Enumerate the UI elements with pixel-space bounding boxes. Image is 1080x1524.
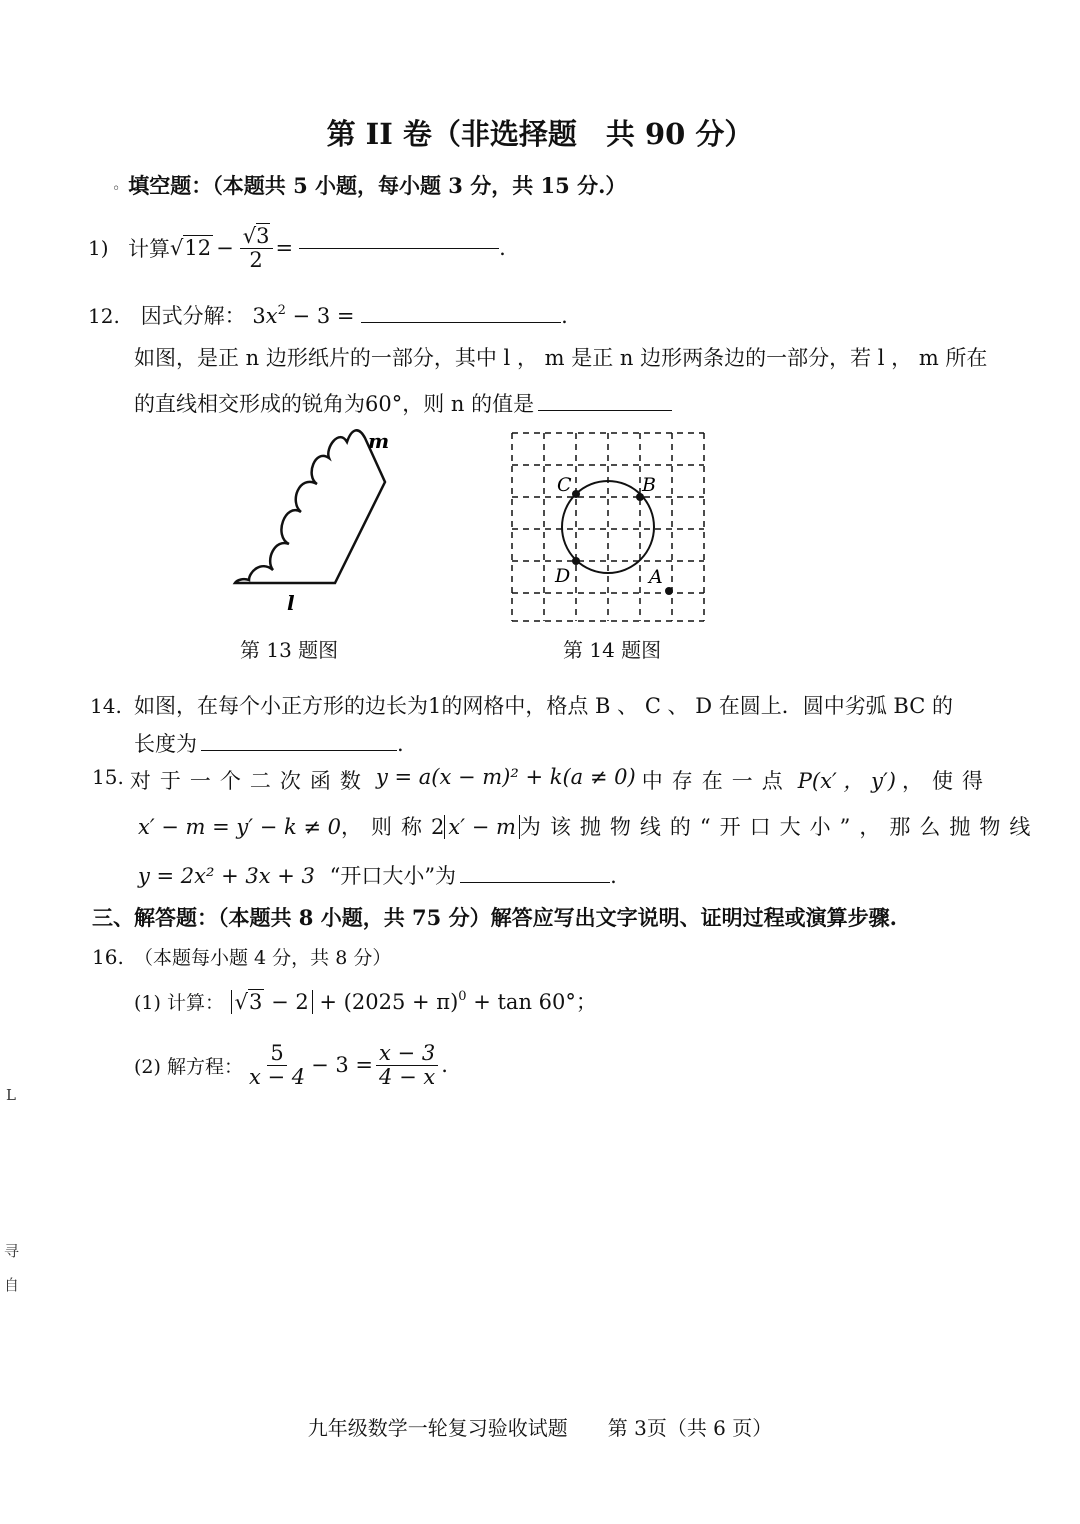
question-16-intro: 16. （本题每小题 4 分，共 8 分）	[92, 945, 392, 969]
figure-13-caption: 第 13 题图	[240, 638, 339, 662]
label-m: m	[368, 429, 390, 453]
answer-blank-13[interactable]	[538, 409, 672, 411]
fraction-sqrt3-over-2: $\frac{√3}{2}$	[240, 225, 273, 270]
section-fill-blank-heading: ◦ 填空题：（本题共 5 小题，每小题 3 分，共 15 分.）	[112, 173, 627, 198]
answer-blank-15[interactable]	[460, 881, 610, 883]
label-l: l	[287, 591, 295, 615]
question-11: 1) 计算 √12 − $\frac{√3}{2}$ = .	[88, 224, 506, 272]
answer-blank-12[interactable]	[361, 321, 561, 323]
margin-mark-2: 寻	[4, 1242, 20, 1260]
figure-14-caption: 第 14 题图	[563, 638, 662, 662]
label-C: C	[557, 474, 572, 496]
fraction-5-over-x-4: $\frac{5}{x - 4}$	[248, 1041, 306, 1089]
figure-14-grid-circle	[505, 426, 715, 628]
dashed-grid	[512, 433, 704, 621]
question-15-line1: 15. 对于一个二次函数 y = a(x − m)² + k(a ≠ 0) 中存在一点 P(x′ ， y′) ，使得	[92, 765, 992, 793]
figure-13-polygon	[225, 420, 405, 620]
question-13-line2: 的直线相交形成的锐角为60°，则 n 的值是	[134, 388, 672, 418]
point-C	[572, 490, 580, 498]
section-solve-heading: 三、解答题：（本题共 8 小题，共 75 分）解答应写出文字说明、证明过程或演算步骤.	[92, 905, 897, 930]
question-14-line2: 长度为 .	[134, 732, 404, 756]
point-A	[665, 587, 673, 595]
question-15-line3: y = 2x² + 3x + 3 “开口大小”为 .	[138, 864, 617, 888]
margin-mark-3: 自	[4, 1276, 20, 1294]
page-footer: 九年级数学一轮复习验收试题 第 3页（共 6 页）	[307, 1416, 773, 1440]
label-B: B	[642, 474, 656, 496]
page-title: 第 II 卷（非选择题 共 90 分）	[326, 117, 754, 151]
fraction-x-3-over-4-x: $\frac{x - 3}{4 - x}$	[376, 1042, 438, 1087]
point-D	[572, 557, 580, 565]
answer-blank-14[interactable]	[201, 749, 397, 751]
question-14-line1: 14. 如图，在每个小正方形的边长为1的网格中，格点 B 、 C 、 D 在圆上．圆中劣弧 BC 的	[90, 694, 953, 718]
margin-mark-1: L	[6, 1086, 16, 1104]
label-D: D	[555, 565, 571, 587]
question-16-part1: (1) 计算： $√3 - 2 + (2025 + \pi)^0 + \tan 60^\circ$；	[134, 989, 597, 1014]
label-A: A	[649, 566, 663, 588]
question-15-line2: x′ − m = y′ − k ≠ 0 ，则称 2 x′ − m 为该抛物线的“开口大小”，那么抛物线	[138, 815, 1040, 839]
question-12: 12. 因式分解： $3x^2 - 3$ = .	[88, 303, 568, 328]
sqrt-12: √12	[170, 236, 212, 260]
question-16-part2: (2) 解方程： $\frac{5}{x - 4}$ − 3 = $\frac{x - 3}{4 - x}$ .	[134, 1041, 448, 1089]
question-13-line1: 如图，是正 n 边形纸片的一部分，其中 l ， m 是正 n 边形两条边的一部分，若 l ， m 所在	[134, 346, 988, 370]
answer-blank-11[interactable]	[299, 247, 499, 249]
